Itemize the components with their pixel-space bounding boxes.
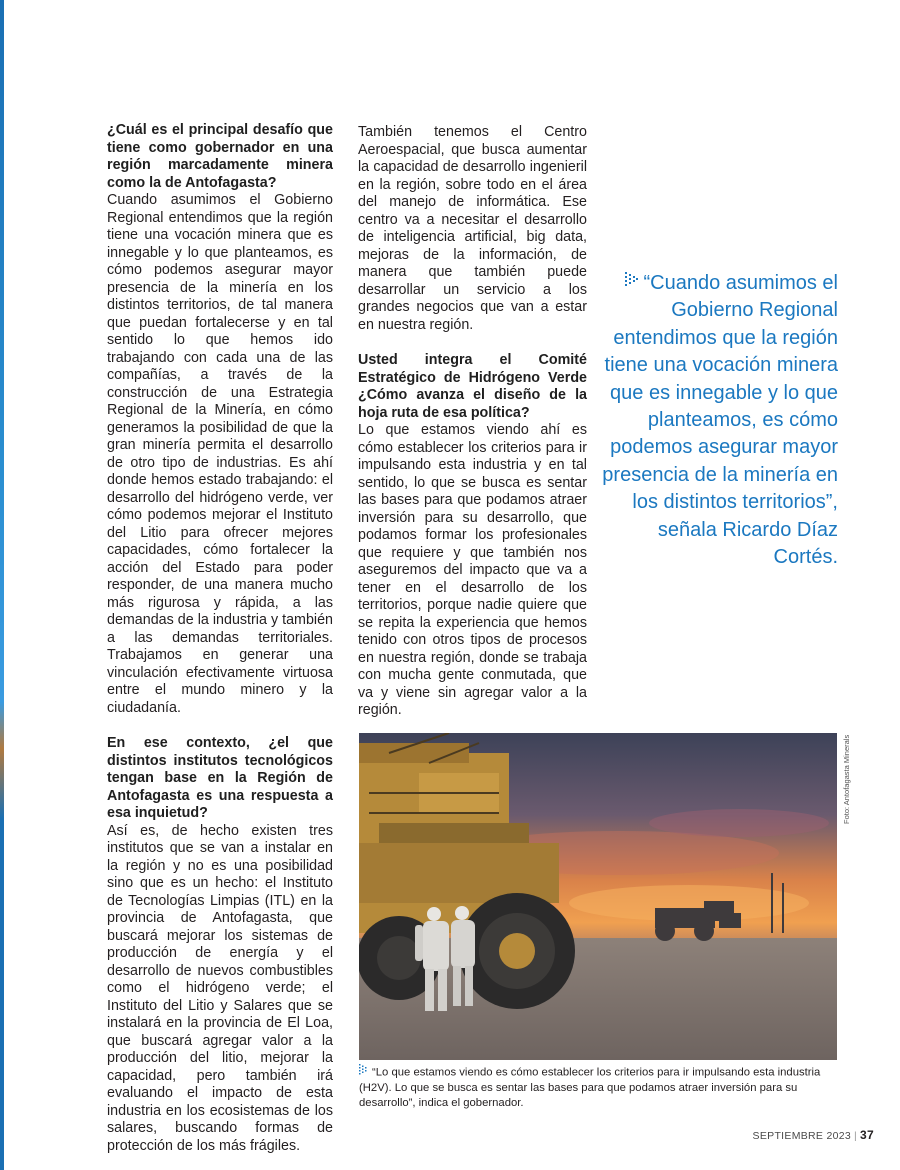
- article-column-2: [358, 124, 587, 720]
- pull-quote-text: “Cuando asumimos el Gobierno Regional entendimos que la región tiene una vocación minera que es innegable y lo que planteamos, es cómo podemos asegurar mayor presencia de la minería en los distintos territorios”, señala Ricardo Díaz Cortés.: [602, 272, 838, 569]
- photo-caption-text: “Lo que estamos viendo es cómo establecer los criterios para ir impulsando esta industria (H2V). Lo que se busca es sentar las bases para que podamos atraer inversión para su desarrollo”, indica el gobernador.: [359, 1066, 821, 1109]
- footer-month: SEPTIEMBRE 2023: [752, 1130, 852, 1142]
- photo-caption: [359, 1064, 840, 1111]
- page-number: 37: [860, 1128, 874, 1142]
- article-column-1: [107, 122, 333, 1155]
- answer-2: Así es, de hecho existen tres institutos que se van a instalar en la región y no es una posibilidad sino que es un hecho: el Instituto de Tecnologías Limpias (ITL) en la provincia de Antofagasta, que buscará mejorar los sistemas de producción de energía y el desarrollo de nuevos combustibles como el hidrógeno verde; el Instituto del Litio y Salares que se instalará en la provincia de El Loa, que buscará agregar valor a la producción del litio, mejorar la capacidad, pero también irá evaluando el impacto de esta industria en los ecosistemas de los salares, buscando formas de protección de los más frágiles.: [107, 822, 333, 1154]
- answer-3: Lo que estamos viendo ahí es cómo establecer los criterios para ir impulsando esta industria y en tal sentido, lo que se busca es sentar las bases para que podamos atraer inversión para su desarrollo, que podamos formar los profesionales que requiere y que también nos aseguremos del impacto que va a tener en el desarrollo de los territorios, porque nadie quiere que se repita la experiencia que hemos tenido con otros tipos de procesos en nuestra región, donde se trabaja con mucha gente conmutada, que va y viene sin agregar valor a la región.: [358, 422, 587, 718]
- answer-2-continued: También tenemos el Centro Aeroespacial, que busca aumentar la capacidad de desarrollo ingenieril en la región, sobre todo en el área del manejo de informática. Ese centro va a necesitar el desarrollo de inteligencia artificial, big data, mejoras de la información, de manera que también puede desarrollar un servicio a los grandes negocios que van a estar en nuestra región.: [358, 124, 587, 333]
- question-1: ¿Cuál es el principal desafío que tiene como gobernador en una región marcadamente minera como la de Antofagasta?: [107, 122, 333, 191]
- footer-separator: |: [854, 1130, 858, 1142]
- page-edge-strip: [0, 0, 4, 1170]
- photo-credit: [810, 734, 900, 838]
- dotted-arrow-icon: [359, 1064, 368, 1081]
- question-3: Usted integra el Comité Estratégico de Hidrógeno Verde ¿Cómo avanza el diseño de la hoja ruta de esa política?: [358, 352, 587, 421]
- photo-credit-text: Foto: Antofagasta Minerals: [842, 734, 851, 824]
- dotted-arrow-icon: [625, 270, 639, 297]
- mining-truck-photo: [359, 733, 837, 1060]
- pull-quote: [600, 270, 838, 571]
- question-2: En ese contexto, ¿el que distintos institutos tecnológicos tengan base en la Región de Antofagasta es una respuesta a esa inquietud?: [107, 735, 333, 821]
- page-footer: [753, 1128, 874, 1142]
- answer-1: Cuando asumimos el Gobierno Regional entendimos que la región tiene una vocación minera que es innegable y lo que planteamos, es cómo podemos asegurar mayor presencia de la minería en los distintos territorios, de tal manera que puedan fortalecerse y en tal sentido lo que hemos ido trabajando con cada una de las compañías, a través de la construcción de una Estrategia Regional de la Minería, en cómo generamos la posibilidad de que la gran minería permita el desarrollo de otro tipo de industrias. Es ahí donde hemos estado trabajando: el desarrollo del hidrógeno verde, ver cómo podemos mejorar el Instituto del Litio para ofrecer mejores capacidades, cómo fortalecer la acción del Estado para poder responder, de una manera mucho más rigurosa y rápida, a las demandas de la industria y también a las demandas territoriales. Trabajamos en generar una vinculación efectivamente virtuosa entre el mundo minero y la ciudadanía.: [107, 192, 333, 716]
